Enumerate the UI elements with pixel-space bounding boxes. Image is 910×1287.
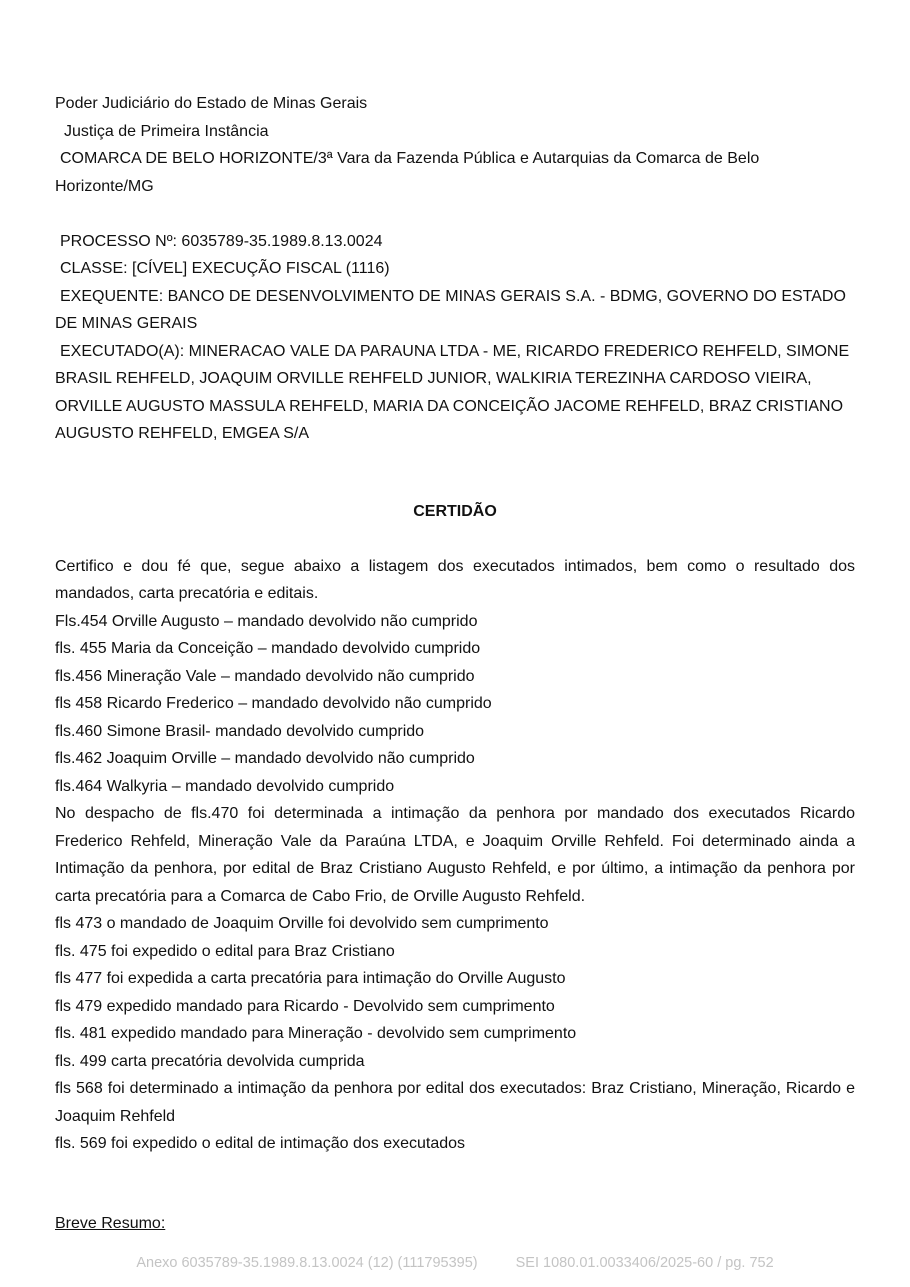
list-item: fls 458 Ricardo Frederico – mandado devolvido não cumprido [55,695,492,712]
process-number: PROCESSO Nº: 6035789-35.1989.8.13.0024 [60,232,383,250]
list-item: Fls.454 Orville Augusto – mandado devolvido não cumprido [55,612,478,630]
spacer [55,525,855,553]
comarca-text: COMARCA DE BELO HORIZONTE/3ª Vara da Fazenda Pública e Autarquias da Comarca de Belo Horizonte/MG [55,150,760,195]
intimation-list [55,608,855,801]
fls569-line: fls. 569 foi expedido o edital de intimação dos executados [55,1135,466,1152]
despacho-paragraph: No despacho de fls.470 foi determinada a intimação da penhora por mandado dos executados Ricardo Frederico Rehfeld, Mineração Vale da Paraúna LTDA, e Joaquim Orville Rehfeld. Foi determinado ainda a Intimação da penhora, por edital de Braz Cristiano Augusto Rehfeld, e por último, a intimação da penhora por carta precatória para a Comarca de Cabo Frio, de Orville Augusto Rehfeld. [55,805,855,905]
list-item: fls. 499 carta precatória devolvida cumprida [55,1052,365,1070]
executado-line [55,338,855,448]
list-item: fls 473 o mandado de Joaquim Orville foi devolvido sem cumprimento [55,915,549,932]
comarca-line [55,145,855,200]
exequente-line [55,283,855,338]
list-item: fls.464 Walkyria – mandado devolvido cumprido [55,777,395,795]
court-instance: Justiça de Primeira Instância [64,122,269,140]
list-item: fls.456 Mineração Vale – mandado devolvido não cumprido [55,667,475,685]
list-item: fls 479 expedido mandado para Ricardo - Devolvido sem cumprimento [55,997,555,1015]
list-item: fls.460 Simone Brasil- mandado devolvido cumprido [55,722,425,740]
executado-text: EXECUTADO(A): MINERACAO VALE DA PARAUNA LTDA - ME, RICARDO FREDERICO REHFELD, SIMONE BRASIL REHFELD, JOAQUIM ORVILLE REHFELD JUNIOR, WALKIRIA TEREZINHA CARDOSO VIEIRA, ORVILLE AUGUSTO MASSULA REHFELD, MARIA DA CONCEIÇÃO JACOME REHFELD, BRAZ CRISTIANO AUGUSTO REHFELD, EMGEA S/A [55,342,850,442]
footer-anexo: Anexo 6035789-35.1989.8.13.0024 (12) (111795395) [136,1255,478,1271]
document-body [55,90,855,1158]
list-item: fls.462 Joaquim Orville – mandado devolvido não cumprido [55,750,475,767]
list-item: fls. 475 foi expedido o edital para Braz Cristiano [55,942,395,960]
certidao-title: CERTIDÃO [413,502,497,520]
certidao-intro: Certifico e dou fé que, segue abaixo a listagem dos executados intimados, bem como o resultado dos mandados, carta precatória e editais. [55,557,855,602]
exequente-text: EXEQUENTE: BANCO DE DESENVOLVIMENTO DE MINAS GERAIS S.A. - BDMG, GOVERNO DO ESTADO DE MINAS GERAIS [55,287,846,332]
process-class: CLASSE: [CÍVEL] EXECUÇÃO FISCAL (1116) [60,260,390,277]
fls568-paragraph: fls 568 foi determinado a intimação da penhora por edital dos executados: Braz Cristiano, Mineração, Ricardo e Joaquim Rehfeld [55,1080,855,1125]
list-item: fls. 481 expedido mandado para Mineração - devolvido sem cumprimento [55,1025,577,1042]
footer-sei: SEI 1080.01.0033406/2025-60 / pg. 752 [515,1255,774,1271]
summary-heading: Breve Resumo: [55,1215,166,1232]
page-footer [0,1255,910,1271]
spacer [55,200,855,228]
court-name: Poder Judiciário do Estado de Minas Gerais [55,95,368,112]
spacer [55,448,855,498]
list-item: fls 477 foi expedida a carta precatória para intimação do Orville Augusto [55,970,566,987]
proceedings-list [55,910,855,1075]
list-item: fls. 455 Maria da Conceição – mandado devolvido cumprido [55,640,481,657]
